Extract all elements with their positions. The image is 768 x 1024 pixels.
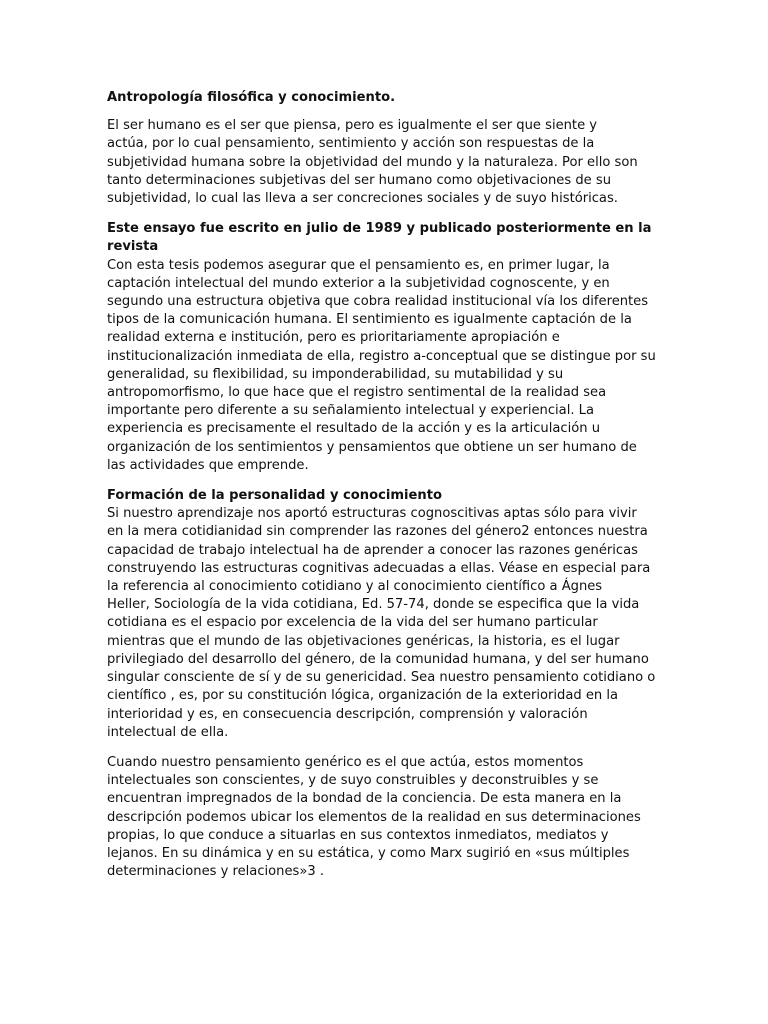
generic-thought-paragraph: Cuando nuestro pensamiento genérico es el que actúa, estos momentos intelectuales son conscientes, y de suyo construibles y deconstruibles y se encuentran impregnados de la bondad de la conciencia. De esta manera en la descripción podemos ubicar los elementos de la realidad en sus determinaciones propias, lo que conduce a situarlas en sus contextos inmediatos, mediatos y lejanos. En su dinámica y en su estática, y como Marx sugirió en «sus múltiples determinaciones y relaciones»3 . [107, 754, 641, 880]
learning-paragraph: Si nuestro aprendizaje nos aportó estructuras cognoscitivas aptas sólo para vivir en la mera cotidianidad sin comprender las razones del género2 entonces nuestra capacidad de trabajo intelectual ha de aprender a conocer las razones genéricas construyendo las estructuras cognitivas adecuadas a ellas. Véase en especial para la referencia al conocimiento cotidiano y al conocimiento científico a Ágnes Heller, Sociología de la vida cotidiana, Ed. 57-74, donde se especifica que la vida cotidiana es el espacio por excelencia de la vida del ser humano particular mientras que el mundo de las objetivaciones genéricas, la historia, es el lugar privilegiado del desarrollo del género, de la comunidad humana, y del ser humano singular consciente de sí y de su genericidad. Sea nuestro pensamiento cotidiano o científico , es, por su constitución lógica, organización de la exterioridad en la interioridad y es, en consecuencia descripción, comprensión y valoración intelectual de ella. [107, 506, 656, 740]
thought-paragraph: Con esta tesis podemos asegurar que el pensamiento es, en primer lugar, la captación intelectual del mundo exterior a la subjetividad cognoscente, y en segundo una estructura objetiva que cobra realidad institucional vía los diferentes tipos de la comunicación humana. El sentimiento es igualmente captación de la realidad externa e institución, pero es prioritariamente apropiación e institucionalización inmediata de ella, registro a-conceptual que se distingue por su generalidad, su flexibilidad, su imponderabilidad, su mutabilidad y su antropomorfismo, lo que hace que el registro sentimental de la realidad sea importante pero diferente a su señalamiento intelectual y experiencial. La experiencia es precisamente el resultado de la acción y es la articulación u organización de los sentimientos y pensamientos que obtiene un ser humano de las actividades que emprende. [107, 257, 656, 473]
section-heading-essay-note: Este ensayo fue escrito en julio de 1989 y publicado posteriormente en la revista [107, 221, 652, 255]
paragraph-spacer [107, 208, 667, 220]
document-title: Antropología filosófica y conocimiento. [107, 90, 396, 105]
paragraph-spacer [107, 742, 667, 754]
intro-paragraph: El ser humano es el ser que piensa, pero es igualmente el ser que siente y actúa, por lo cual pensamiento, sentimiento y acción son respuestas de la subjetividad humana sobre la objetividad del mundo y la naturaleza. Por ello son tanto determinaciones subjetivas del ser humano como objetivaciones de su subjetividad, lo cual las lleva a ser concreciones sociales y de suyo históricas. [107, 118, 638, 207]
section-heading-personality: Formación de la personalidad y conocimiento [107, 488, 442, 504]
paragraph-spacer [107, 475, 667, 487]
document-page [107, 89, 667, 881]
